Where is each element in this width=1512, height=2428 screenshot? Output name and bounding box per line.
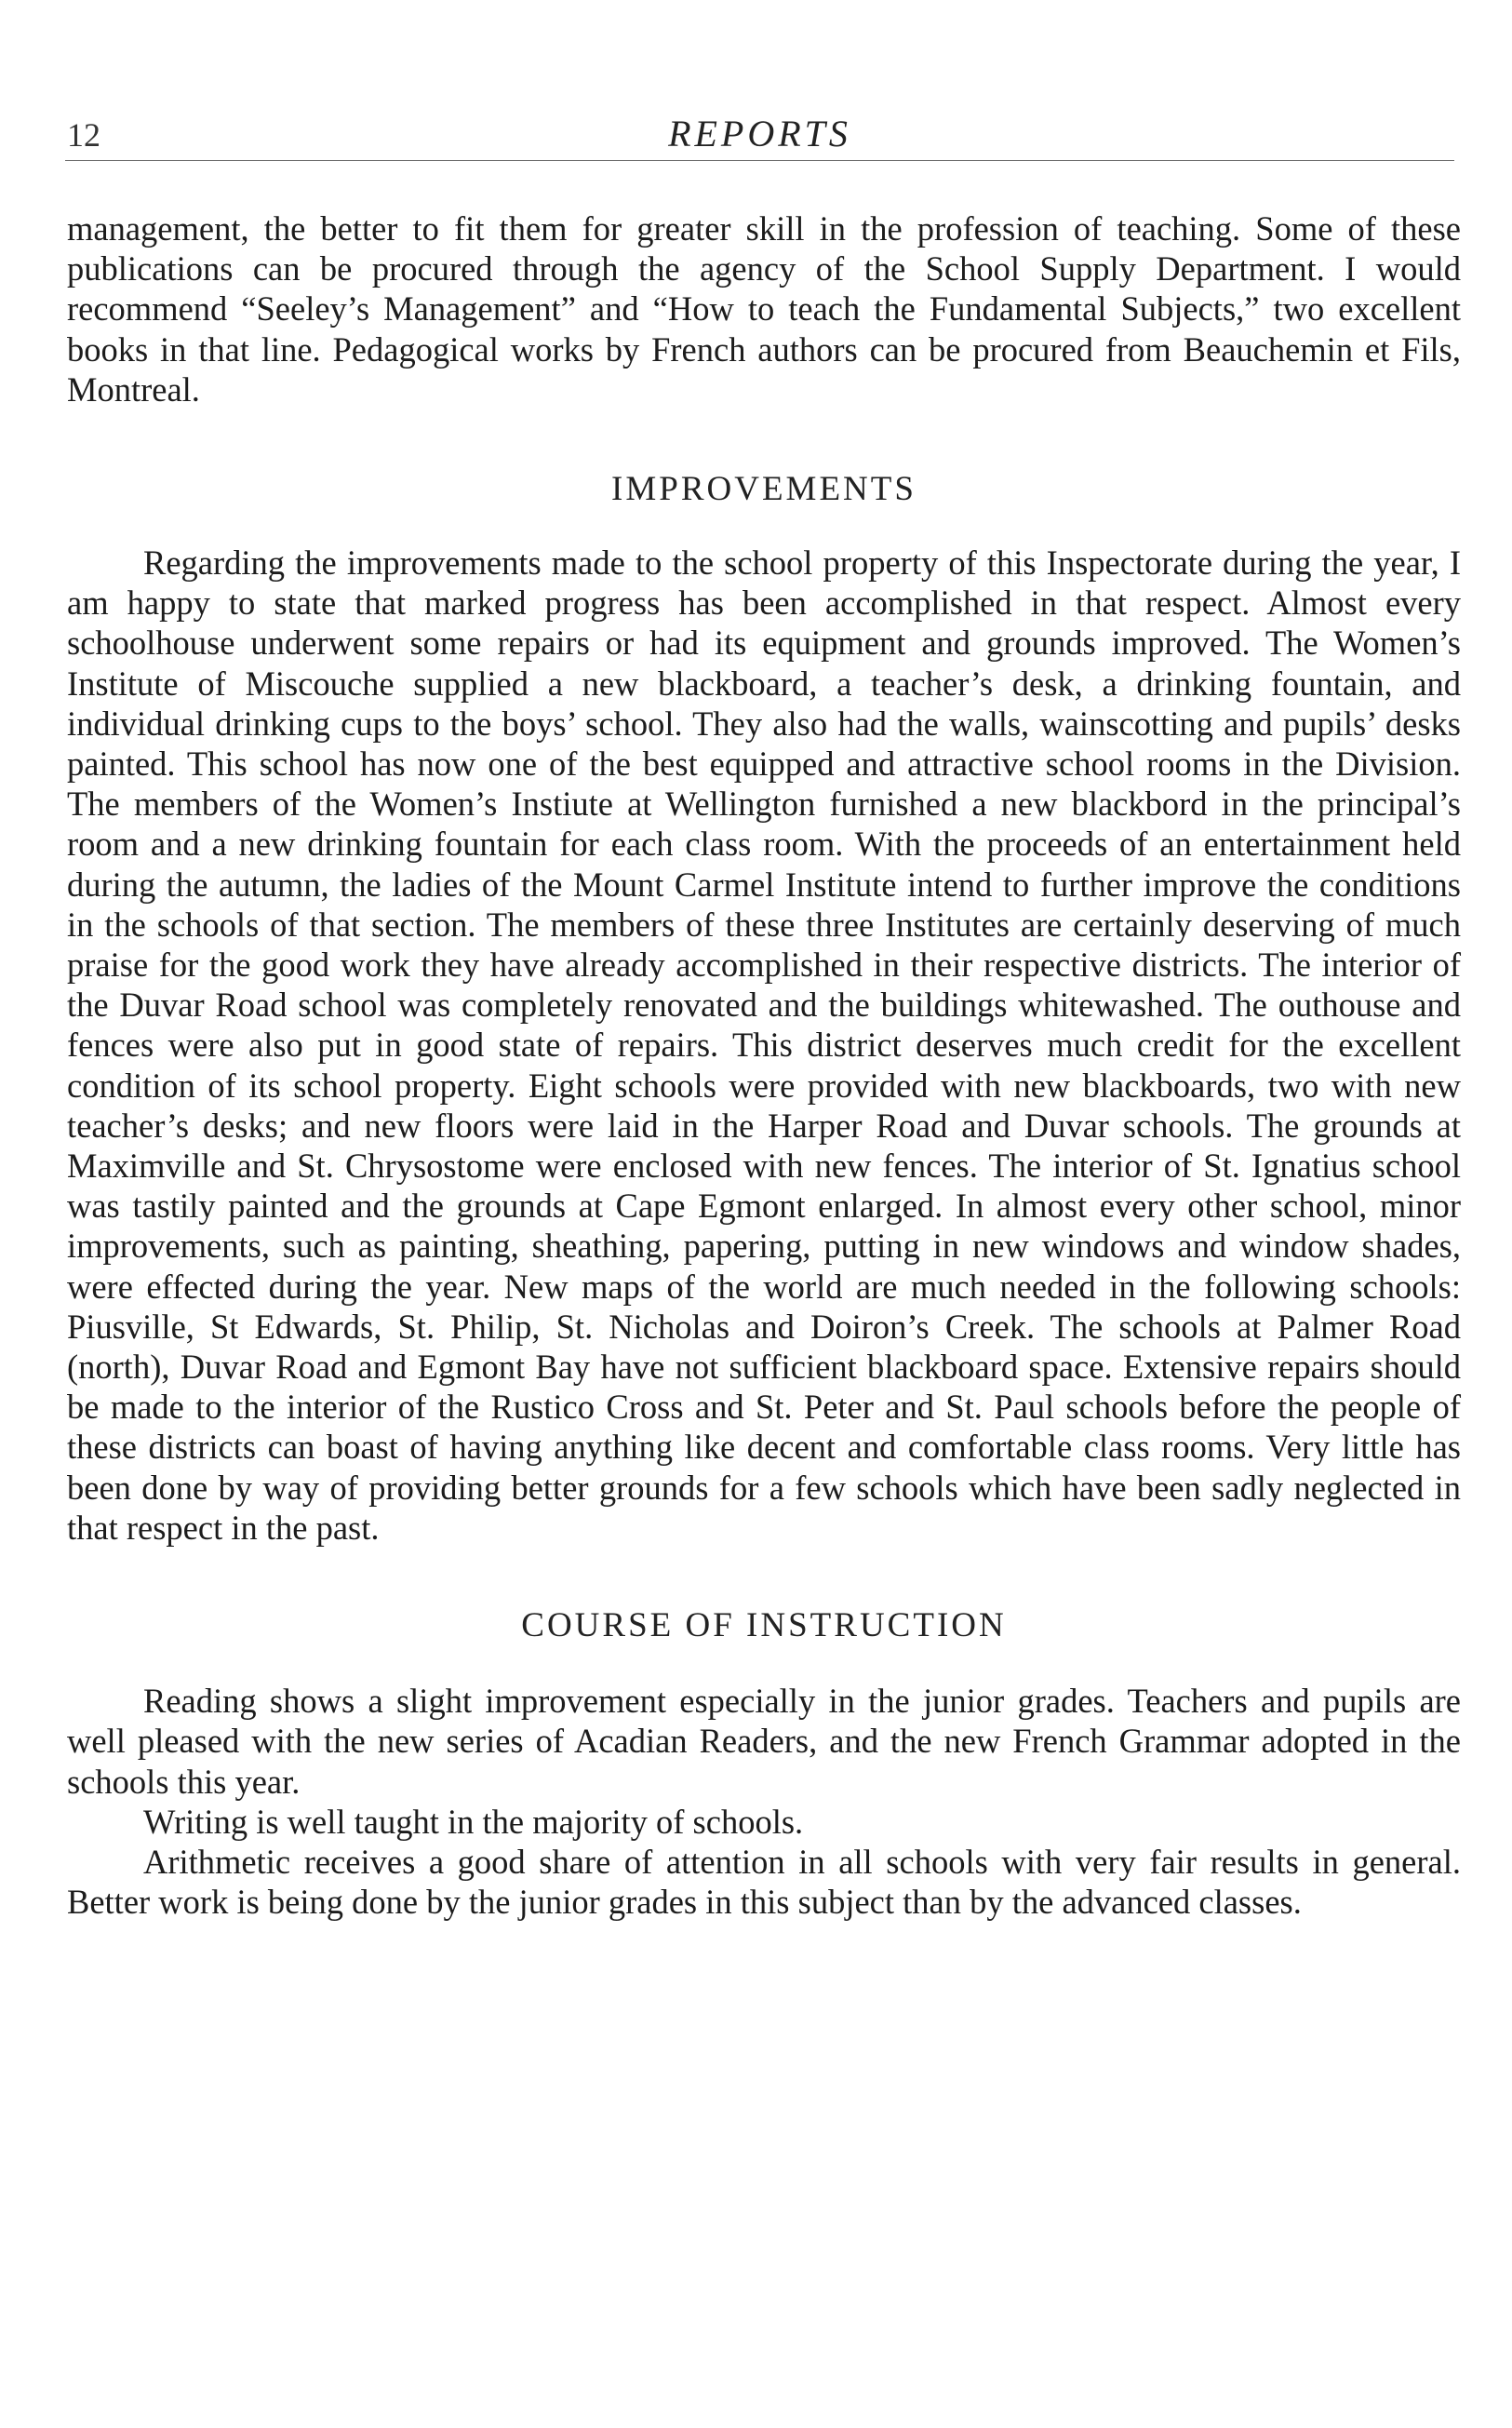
intro-paragraph: management, the better to fit them for greater skill in the profession of teaching. Some of these publications can be procured through the agency of the School Supply Department. I would recommend “Seeley’s Management” and “How to teach the Fundamental Subjects,” two excellent books in that line. Pedagogical works by French authors can be procured from Beauchemin et Fils, Montreal. xyxy=(67,209,1461,409)
running-title: REPORTS xyxy=(668,113,851,154)
improvements-paragraph: Regarding the improvements made to the school property of this Inspectorate during the year, I am happy to state that marked progress has been accomplished in that respect. Almost every schoolhouse underwent some repairs or had its equipment and grounds improved. The Women’s Institute of Miscouche supplied a new blackboard, a teacher’s desk, a drinking fountain, and individual drinking cups to the boys’ school. They also had the walls, wainscotting and pupils’ desks painted. This school has now one of the best equipped and attractive school rooms in the Division. The members of the Women’s Instiute at Wellington furnished a new blackbord in the principal’s room and a new drinking fountain for each class room. With the proceeds of an entertainment held during the autumn, the ladies of the Mount Carmel Institute intend to further improve the conditions in the schools of that section. The members of these three Institutes are certainly deserving of much praise for the good work they have already accomplished in their respective districts. The interior of the Duvar Road school was completely renovated and the buildings whitewashed. The outhouse and fences were also put in good state of repairs. This district deserves much credit for the excellent condition of its school property. Eight schools were provided with new blackboards, two with new teacher’s desks; and new floors were laid in the Harper Road and Duvar schools. The grounds at Maximville and St. Chrysostome were enclosed with new fences. The interior of St. Ignatius school was tastily painted and the grounds at Cape Egmont enlarged. In almost every other school, minor improvements, such as painting, sheathing, papering, putting in new windows and window shades, were effected during the year. New maps of the world are much needed in the following schools: Piusville, St Edwards, St. Philip, St. Nicholas and Doiron’s Creek. The schools at Palmer Road (north), Duvar Road and Egmont Bay have not sufficient blackboard space. Extensive repairs should be made to the interior of the Rustico Cross and St. Peter and St. Paul schools before the people of these districts can boast of having anything like decent and comfortable class rooms. Very little has been done by way of providing better grounds for a few schools which have been sadly neglected in that respect in the past. xyxy=(67,543,1461,1547)
body-text xyxy=(67,208,1461,1922)
running-header xyxy=(65,104,1454,161)
course-of-instruction-heading: COURSE OF INSTRUCTION xyxy=(521,1606,1007,1645)
reading-paragraph: Reading shows a slight improvement especially in the junior grades. Teachers and pupils are well pleased with the new series of Acadian Readers, and the new French Grammar adopted in the schools this year. xyxy=(67,1682,1461,1801)
writing-paragraph: Writing is well taught in the majority of schools. xyxy=(143,1802,804,1841)
arithmetic-paragraph: Arithmetic receives a good share of attention in all schools with very fair results in general. Better work is being done by the junior grades in this subject than by the advanced classes. xyxy=(67,1842,1461,1922)
page-number: 12 xyxy=(67,116,100,154)
improvements-heading: IMPROVEMENTS xyxy=(611,470,917,509)
